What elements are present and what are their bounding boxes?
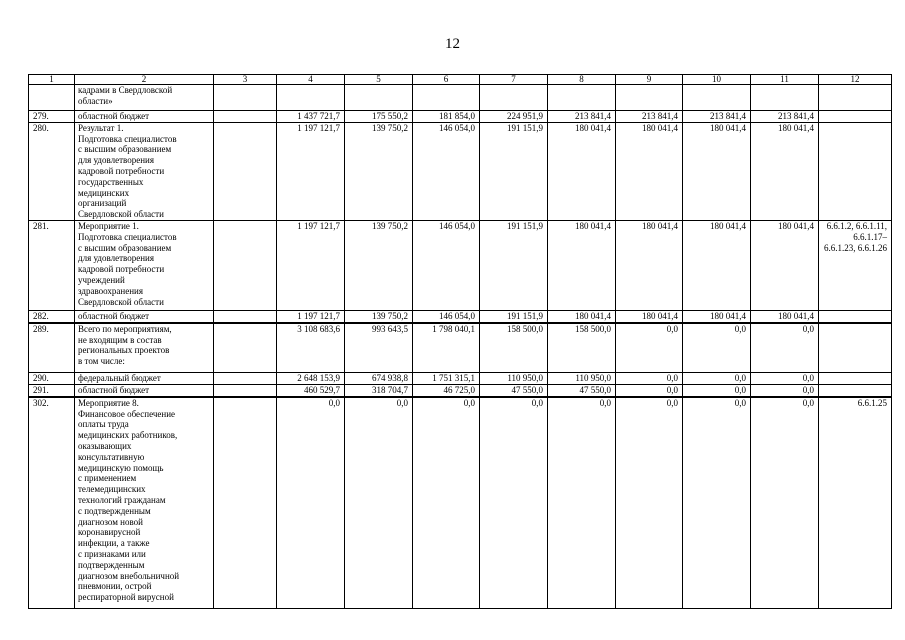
table-row <box>29 385 892 397</box>
row-value: 158 500,0 <box>548 323 616 373</box>
row-name-line: коронавирусной <box>78 527 141 538</box>
row-value: 146 054,0 <box>413 122 480 220</box>
row-col3 <box>214 397 277 609</box>
row-col3 <box>214 122 277 220</box>
row-name-line: респираторной вирусной <box>78 592 174 603</box>
row-value: 47 550,0 <box>480 385 548 397</box>
row-value: 0,0 <box>751 373 819 385</box>
row-value: 0,0 <box>751 385 819 397</box>
row-value: 213 841,4 <box>616 111 683 123</box>
row-name-line: федеральный бюджет <box>78 373 161 384</box>
row-number <box>29 85 75 111</box>
row-value: 139 750,2 <box>345 310 413 322</box>
row-value: 0,0 <box>683 385 751 397</box>
row-value: 0,0 <box>413 397 480 609</box>
row-value: 0,0 <box>683 323 751 373</box>
row-name-line: учреждений <box>78 274 125 285</box>
row-value <box>616 85 683 111</box>
row-value: 181 854,0 <box>413 111 480 123</box>
row-value <box>480 85 548 111</box>
row-value: 180 041,4 <box>683 310 751 322</box>
table-row <box>29 111 892 123</box>
column-header-1: 1 <box>29 75 75 85</box>
row-reference-line: 6.6.1.25 <box>857 397 887 408</box>
row-value: 213 841,4 <box>751 111 819 123</box>
row-name <box>75 385 214 397</box>
row-reference-line: 6.6.1.17– <box>853 231 887 242</box>
row-number: 291. <box>29 385 75 397</box>
row-value: 180 041,4 <box>616 122 683 220</box>
row-name-line: организаций <box>78 198 127 209</box>
row-value: 175 550,2 <box>345 111 413 123</box>
row-value: 3 108 683,6 <box>277 323 345 373</box>
column-header-11: 11 <box>751 75 819 85</box>
row-name-line: здравоохранения <box>78 285 144 296</box>
row-value: 213 841,4 <box>683 111 751 123</box>
row-reference <box>819 122 892 220</box>
row-value: 110 950,0 <box>480 373 548 385</box>
row-name <box>75 323 214 373</box>
row-name-line: оказывающих <box>78 441 132 452</box>
row-value <box>683 85 751 111</box>
row-name <box>75 220 214 310</box>
header-row <box>29 75 892 85</box>
row-name-line: пневмонии, острой <box>78 581 152 592</box>
row-value: 0,0 <box>277 397 345 609</box>
row-value <box>751 85 819 111</box>
row-name-line: областной бюджет <box>78 310 150 321</box>
row-value: 224 951,9 <box>480 111 548 123</box>
row-reference <box>819 310 892 322</box>
row-name <box>75 397 214 609</box>
row-name-line: диагнозом новой <box>78 516 143 527</box>
row-value <box>277 85 345 111</box>
column-header-7: 7 <box>480 75 548 85</box>
row-col3 <box>214 385 277 397</box>
row-value: 0,0 <box>616 323 683 373</box>
row-reference <box>819 111 892 123</box>
row-name-line: диагнозом внебольничной <box>78 570 180 581</box>
row-name-line: с высшим образованием <box>78 144 172 155</box>
row-name-line: Свердловской области <box>78 296 164 307</box>
row-name <box>75 85 214 111</box>
row-number: 280. <box>29 122 75 220</box>
table-row <box>29 373 892 385</box>
row-number: 279. <box>29 111 75 123</box>
row-col3 <box>214 220 277 310</box>
row-name-line: кадровой потребности <box>78 165 165 176</box>
row-name-line: с признаками или <box>78 549 146 560</box>
row-number: 282. <box>29 310 75 322</box>
row-value: 191 151,9 <box>480 220 548 310</box>
row-value: 1 437 721,7 <box>277 111 345 123</box>
row-value: 1 798 040,1 <box>413 323 480 373</box>
row-name-line: для удовлетворения <box>78 155 154 166</box>
row-value <box>548 85 616 111</box>
row-value: 0,0 <box>751 397 819 609</box>
table-row <box>29 397 892 609</box>
row-value: 0,0 <box>751 323 819 373</box>
row-value: 180 041,4 <box>548 310 616 322</box>
row-name-line: в том числе: <box>78 356 125 367</box>
row-value: 0,0 <box>548 397 616 609</box>
row-value: 1 197 121,7 <box>277 122 345 220</box>
row-value: 180 041,4 <box>751 220 819 310</box>
row-value: 180 041,4 <box>616 310 683 322</box>
row-name <box>75 373 214 385</box>
row-name-line: оплаты труда <box>78 419 129 430</box>
row-name-line: Мероприятие 1. <box>78 220 139 231</box>
row-value: 674 938,8 <box>345 373 413 385</box>
row-name-line: для удовлетворения <box>78 253 154 264</box>
row-name-line: медицинских <box>78 187 130 198</box>
row-value: 1 197 121,7 <box>277 220 345 310</box>
row-value: 180 041,4 <box>751 310 819 322</box>
row-name-line: кадровой потребности <box>78 264 165 275</box>
row-name-line: Подготовка специалистов <box>78 133 177 144</box>
row-name-line: консультативную <box>78 451 145 462</box>
row-value: 213 841,4 <box>548 111 616 123</box>
row-value: 0,0 <box>616 397 683 609</box>
column-header-12: 12 <box>819 75 892 85</box>
table-row <box>29 310 892 322</box>
row-value: 47 550,0 <box>548 385 616 397</box>
row-name-line: областной бюджет <box>78 111 150 121</box>
row-reference <box>819 323 892 373</box>
column-header-8: 8 <box>548 75 616 85</box>
row-reference <box>819 373 892 385</box>
row-col3 <box>214 373 277 385</box>
row-name-line: государственных <box>78 176 144 187</box>
row-name <box>75 122 214 220</box>
table-row <box>29 122 892 220</box>
row-value: 0,0 <box>616 373 683 385</box>
column-header-4: 4 <box>277 75 345 85</box>
row-value: 180 041,4 <box>683 122 751 220</box>
row-name-line: Результат 1. <box>78 122 124 133</box>
row-value: 180 041,4 <box>548 122 616 220</box>
budget-table <box>28 74 892 609</box>
row-value <box>413 85 480 111</box>
row-name-line: кадрами в Свердловской <box>78 85 173 95</box>
table-row <box>29 323 892 373</box>
row-number: 302. <box>29 397 75 609</box>
row-name-line: Всего по мероприятиям, <box>78 323 172 334</box>
row-col3 <box>214 323 277 373</box>
row-col3 <box>214 85 277 111</box>
row-value: 158 500,0 <box>480 323 548 373</box>
row-reference <box>819 397 892 609</box>
row-name-line: технологий гражданам <box>78 495 166 506</box>
row-name <box>75 310 214 322</box>
row-value: 180 041,4 <box>683 220 751 310</box>
table-row <box>29 220 892 310</box>
row-value: 1 197 121,7 <box>277 310 345 322</box>
row-value: 180 041,4 <box>751 122 819 220</box>
column-header-6: 6 <box>413 75 480 85</box>
row-name-line: телемедицинских <box>78 484 146 495</box>
table-row <box>29 85 892 111</box>
row-value: 146 054,0 <box>413 220 480 310</box>
column-header-2: 2 <box>75 75 214 85</box>
row-value: 0,0 <box>683 397 751 609</box>
row-reference <box>819 385 892 397</box>
page-number: 12 <box>445 36 460 52</box>
row-value: 1 751 315,1 <box>413 373 480 385</box>
row-reference <box>819 220 892 310</box>
row-value: 0,0 <box>345 397 413 609</box>
row-number: 289. <box>29 323 75 373</box>
row-name-line: инфекции, а также <box>78 538 150 549</box>
row-value: 191 151,9 <box>480 310 548 322</box>
row-reference <box>819 85 892 111</box>
row-name-line: Подготовка специалистов <box>78 231 177 242</box>
row-value: 139 750,2 <box>345 122 413 220</box>
row-name-line: региональных проектов <box>78 345 170 356</box>
row-name-line: с применением <box>78 473 137 484</box>
row-name-line: не входящим в состав <box>78 334 162 345</box>
row-value: 146 054,0 <box>413 310 480 322</box>
row-value: 0,0 <box>480 397 548 609</box>
row-value: 2 648 153,9 <box>277 373 345 385</box>
row-value: 46 725,0 <box>413 385 480 397</box>
row-name-line: с высшим образованием <box>78 242 172 253</box>
row-value: 110 950,0 <box>548 373 616 385</box>
row-col3 <box>214 310 277 322</box>
row-value: 0,0 <box>616 385 683 397</box>
row-name <box>75 111 214 123</box>
column-header-3: 3 <box>214 75 277 85</box>
row-number: 290. <box>29 373 75 385</box>
row-name-line: медицинскую помощь <box>78 462 164 473</box>
row-name-line: областной бюджет <box>78 385 150 396</box>
row-name-line: медицинских работников, <box>78 430 178 441</box>
row-name-line: Мероприятие 8. <box>78 397 139 408</box>
row-col3 <box>214 111 277 123</box>
row-reference-line: 6.6.1.2, 6.6.1.11, <box>826 220 887 231</box>
row-value: 318 704,7 <box>345 385 413 397</box>
row-value: 993 643,5 <box>345 323 413 373</box>
row-name-line: Свердловской области <box>78 209 164 220</box>
row-number: 281. <box>29 220 75 310</box>
column-header-10: 10 <box>683 75 751 85</box>
column-header-9: 9 <box>616 75 683 85</box>
row-name-line: подтвержденным <box>78 559 145 570</box>
row-value: 180 041,4 <box>616 220 683 310</box>
row-name-line: Финансовое обеспечение <box>78 408 176 419</box>
row-value: 460 529,7 <box>277 385 345 397</box>
column-header-5: 5 <box>345 75 413 85</box>
row-value: 180 041,4 <box>548 220 616 310</box>
row-name-line: с подтвержденным <box>78 505 151 516</box>
row-value: 191 151,9 <box>480 122 548 220</box>
row-value <box>345 85 413 111</box>
row-value: 0,0 <box>683 373 751 385</box>
row-name-line: области» <box>78 95 113 106</box>
row-value: 139 750,2 <box>345 220 413 310</box>
row-reference-line: 6.6.1.23, 6.6.1.26 <box>824 242 887 253</box>
